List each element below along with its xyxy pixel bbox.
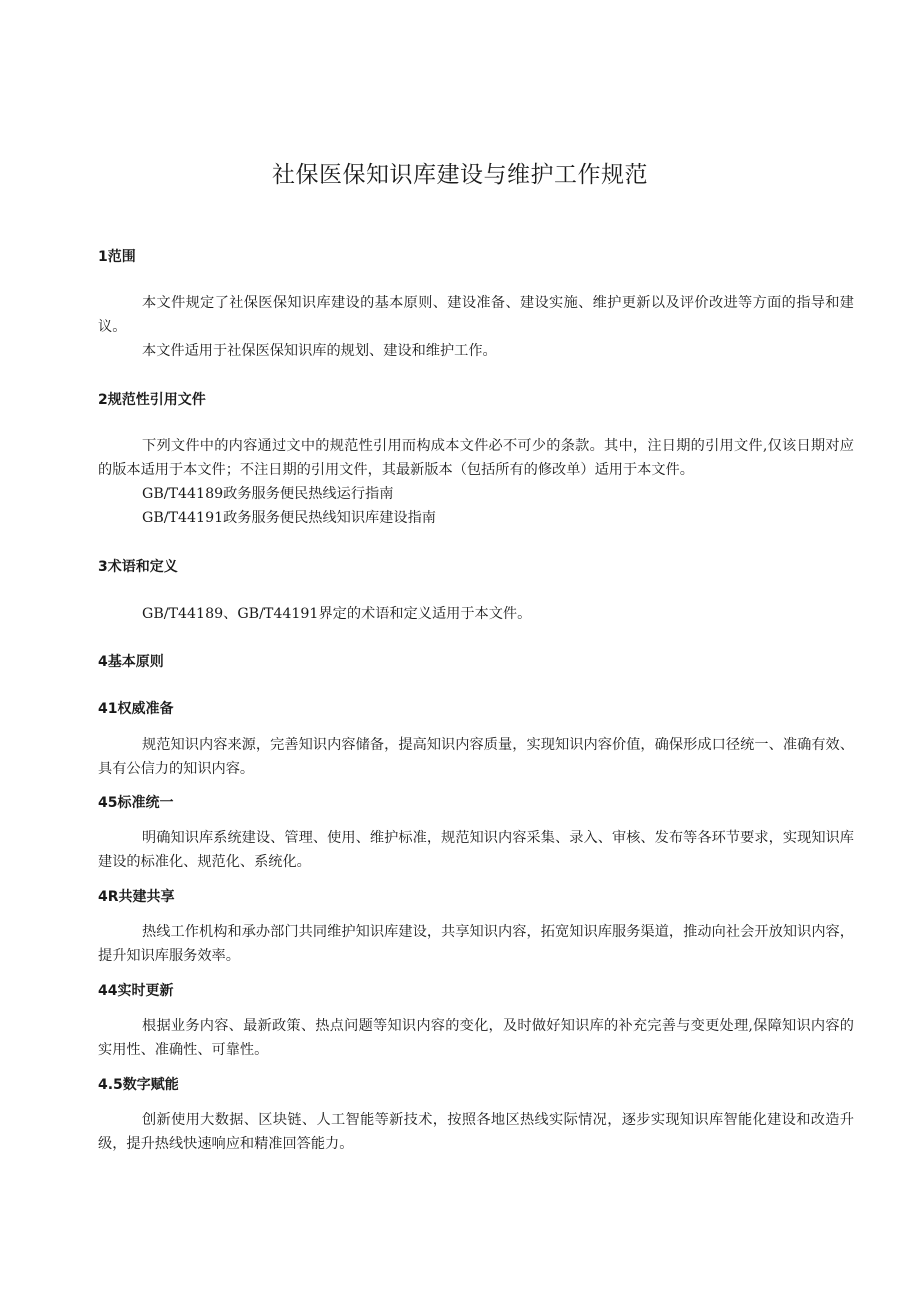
section-3-heading: 3术语和定义 (98, 559, 178, 575)
reference-item: GB/T44189政务服务便民热线运行指南 (142, 486, 394, 502)
section-1-heading: 1范围 (98, 249, 136, 265)
subsection-4-2-text: 明确知识库系统建设、管理、使用、维护标准，规范知识内容采集、录入、审核、发布等各环节要求，实现知识库建设的标准化、规范化、系统化。 (98, 830, 854, 870)
subsection-4-1-text: 规范知识内容来源，完善知识内容储备，提高知识内容质量，实现知识内容价值，确保形成口径统一、准确有效、具有公信力的知识内容。 (98, 737, 854, 777)
subsection-4-4-heading: 44实时更新 (98, 983, 174, 999)
reference-item: GB/T44191政务服务便民热线知识库建设指南 (142, 510, 436, 526)
section-1-paragraph-1: 本文件规定了社保医保知识库建设的基本原则、建设准备、建设实施、维护更新以及评价改进等方面的指导和建议。 (98, 295, 854, 335)
subsection-4-5-text: 创新使用大数据、区块链、人工智能等新技术，按照各地区热线实际情况，逐步实现知识库智能化建设和改造升级，提升热线快速响应和精准回答能力。 (98, 1112, 854, 1152)
section-2-paragraph-1: 下列文件中的内容通过文中的规范性引用而构成本文件必不可少的条款。其中，注日期的引用文件,仅该日期对应的版本适用于本文件；不注日期的引用文件，其最新版本（包括所有的修改单）适用于本文件。 (98, 438, 854, 478)
subsection-4-3-heading: 4R共建共享 (98, 889, 175, 905)
subsection-4-5-heading: 4.5数字赋能 (98, 1077, 179, 1093)
subsection-4-2-heading: 45标准统一 (98, 795, 174, 811)
section-2-heading: 2规范性引用文件 (98, 392, 206, 408)
section-4-heading: 4基本原则 (98, 654, 164, 670)
section-1-paragraph-2: 本文件适用于社保医保知识库的规划、建设和维护工作。 (142, 343, 497, 359)
subsection-4-1-heading: 41权威准备 (98, 701, 174, 717)
subsection-4-3-text: 热线工作机构和承办部门共同维护知识库建设，共享知识内容，拓宽知识库服务渠道，推动向社会开放知识内容，提升知识库服务效率。 (98, 924, 854, 964)
section-3-paragraph-1: GB/T44189、GB/T44191界定的术语和定义适用于本文件。 (142, 606, 532, 622)
subsection-4-4-text: 根据业务内容、最新政策、热点问题等知识内容的变化，及时做好知识库的补充完善与变更处理,保障知识内容的实用性、准确性、可靠性。 (98, 1018, 854, 1058)
document-title: 社保医保知识库建设与维护工作规范 (272, 162, 648, 188)
